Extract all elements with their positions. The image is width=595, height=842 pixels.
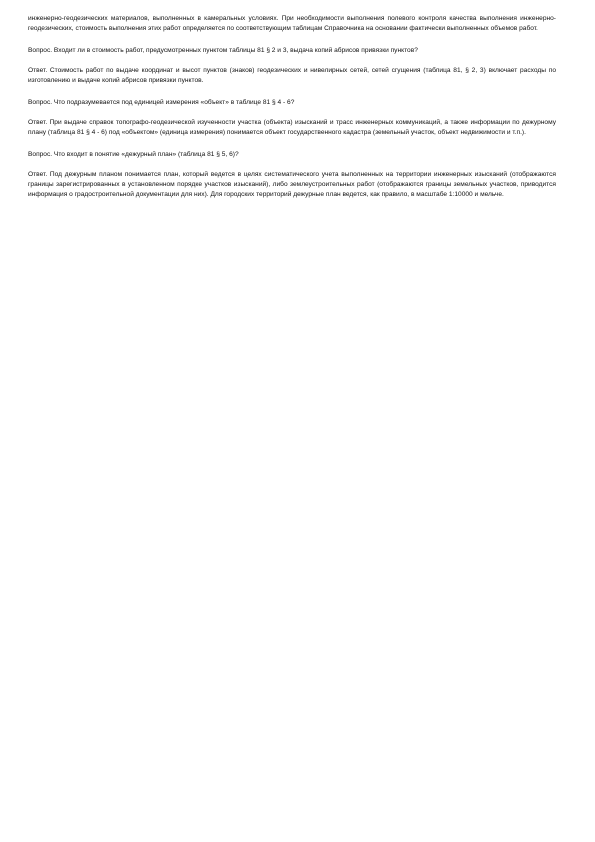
question-paragraph-3: Вопрос. Что входит в понятие «дежурный план» (таблица 81 § 5, 6)?: [28, 151, 239, 158]
answer-paragraph-1: Ответ. Стоимость работ по выдаче координат и высот пунктов (знаков) геодезических и нивелирных сетей, сетей сгущения (таблица 81, § 2, 3) включает расходы по изготовлению и выдаче копий абрисов привязки пунктов.: [28, 67, 556, 84]
question-paragraph-1: Вопрос. Входит ли в стоимость работ, предусмотренных пунктом таблицы 81 § 2 и 3, выдача копий абрисов привязки пунктов?: [28, 47, 418, 54]
answer-paragraph-3: Ответ. Под дежурным планом понимается план, который ведется в целях систематического учета выполненных на территории инженерных изысканий (отображаются границы зарегистрированных в установленном порядке участков изысканий), либо землеустроительных работ (отображаются границы земельных участков, приводится информация о градостроительной документации для них). Для городских территорий дежурные план ведется, как правило, в масштабе 1:10000 и мельче.: [28, 171, 556, 198]
answer-paragraph-2: Ответ. При выдаче справок топографо-геодезической изученности участка (объекта) изысканий и трасс инженерных коммуникаций, а также информации по дежурному плану (таблица 81 § 4 - 6) под «объектом» (единица измерения) понимается объект государственного кадастра (земельный участок, объект недвижимости и т.п.).: [28, 119, 556, 136]
question-paragraph-2: Вопрос. Что подразумевается под единицей измерения «объект» в таблице 81 § 4 - 6?: [28, 99, 295, 106]
text-paragraph-continuation: инженерно-геодезических материалов, выполненных в камеральных условиях. При необходимости выполнения полевого контроля качества выполнения инженерно-геодезических, стоимость выполнения этих работ определяется по соответствующим таблицам Справочника на основании фактически выполненных объемов работ.: [28, 15, 556, 32]
document-body: [28, 14, 556, 212]
